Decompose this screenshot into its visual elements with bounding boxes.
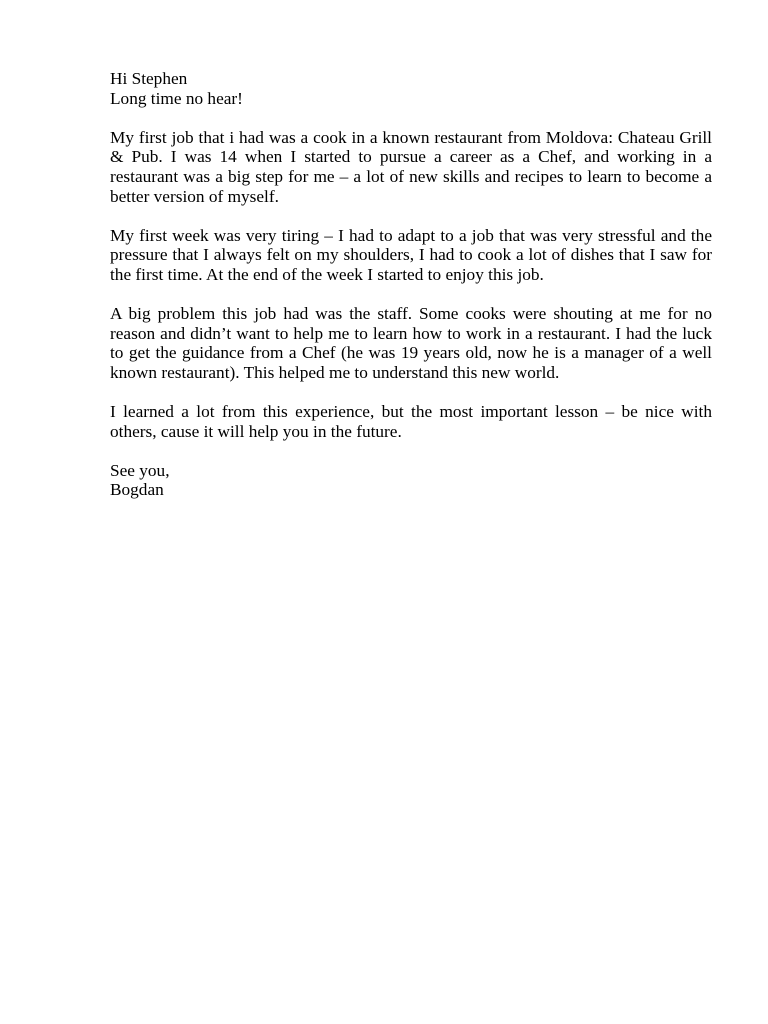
paragraph-first-job: My first job that i had was a cook in a known restaurant from Moldova: Chateau Grill & Pub. I was 14 when I started to pursue a career as a Chef, and working in a restaurant was a big step for me – a lot of new skills and recipes to learn to become a better version of myself. (110, 127, 712, 206)
letter-signature: Bogdan (110, 480, 164, 500)
paragraph-gap (110, 441, 712, 461)
paragraph-gap (110, 206, 712, 226)
paragraph-staff-problem: A big problem this job had was the staff. Some cooks were shouting at me for no reason and didn’t want to help me to learn how to work in a restaurant. I had the luck to get the guidance from a Chef (he was 19 years old, now he is a manager of a well known restaurant). This helped me to understand this new world. (110, 304, 712, 382)
paragraph-gap (110, 383, 712, 403)
letter-closing: See you, (110, 460, 170, 480)
paragraph-first-week: My first week was very tiring – I had to adapt to a job that was very stressful and the pressure that I always felt on my shoulders, I had to cook a lot of dishes that I saw for the first time. At the end of the week I started to enjoy this job. (110, 225, 712, 284)
letter-opening: Long time no hear! (110, 88, 243, 108)
paragraph-gap (110, 108, 712, 128)
paragraph-lesson: I learned a lot from this experience, but the most important lesson – be nice with others, cause it will help you in the future. (110, 402, 712, 441)
letter-greeting: Hi Stephen (110, 69, 188, 88)
paragraph-gap (110, 285, 712, 305)
letter-body (110, 69, 712, 500)
